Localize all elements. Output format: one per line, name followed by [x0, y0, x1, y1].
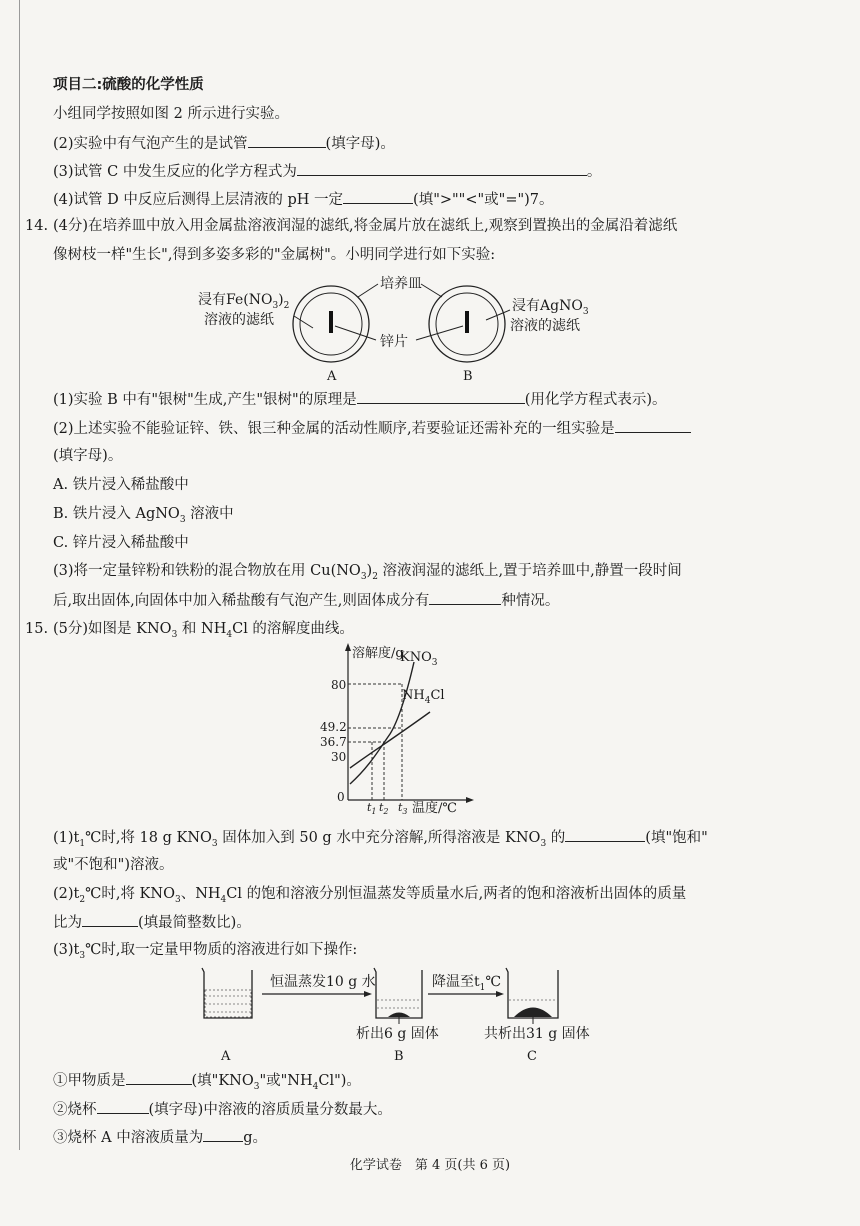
beaker-label-b: B — [394, 1049, 404, 1064]
question-line: (4)试管 D 中反应后测得上层清液的 pH 一定 (填">""<"或"=")7。 — [53, 189, 554, 210]
question-line: (2)上述实验不能验证锌、铁、银三种金属的活动性顺序,若要验证还需补充的一组实验是 — [53, 418, 691, 439]
arrow-2-head — [496, 991, 504, 997]
question-stem: (4分)在培养皿中放入用金属盐溶液润湿的滤纸,将金属片放在滤纸上,观察到置换出的金属沿着滤纸 — [53, 218, 678, 234]
kno3-curve — [350, 662, 414, 784]
question-line: (2)实验中有气泡产生的是试管 (填字母)。 — [53, 133, 395, 154]
xtick-t2: $t_2$ — [379, 801, 389, 816]
answer-blank[interactable] — [343, 189, 413, 204]
section-heading: 项目二:硫酸的化学性质 — [53, 77, 204, 93]
question-line: $(1)t_1℃$时,将 18 g $KNO_3$ 固体加入到 50 g 水中充分溶解,所得溶液是 $KNO_3$ 的 (填"饱和" — [53, 827, 708, 854]
beaker-b-note: 析出6 g 固体 — [356, 1026, 439, 1042]
question-line: 或"不饱和")溶液。 — [53, 857, 174, 873]
y-axis-label: 溶解度/g — [352, 646, 404, 661]
option-c: C. 锌片浸入稀盐酸中 — [53, 535, 189, 551]
arrow-1-head — [364, 991, 372, 997]
answer-blank[interactable] — [248, 133, 326, 148]
page-footer: 化学试卷 第 4 页(共 6 页) — [349, 1158, 511, 1173]
beaker-b — [374, 968, 422, 1018]
question-line: 后,取出固体,向固体中加入稀盐酸有气泡产生,则固体成分有 种情况。 — [53, 590, 559, 611]
left-paper-label: 浸有$Fe(NO_3)_2$ — [198, 292, 290, 311]
solution-a — [205, 990, 251, 1017]
beaker-label-c: C — [527, 1049, 537, 1064]
question-line: 比为 (填最简整数比)。 — [53, 912, 251, 933]
ytick-36: 36.7 — [320, 735, 347, 749]
question-line: $(2)t_2℃$时,将 $KNO_3$、$NH_4Cl$ 的饱和溶液分别恒温蒸发等质量水后,两者的饱和溶液析出固体的质量 — [53, 886, 687, 905]
question-line: $(3)t_3℃$时,取一定量甲物质的溶液进行如下操作: — [53, 942, 358, 961]
question-stem: 像树枝一样"生长",得到多姿多彩的"金属树"。小明同学进行如下实验: — [53, 247, 496, 263]
nh4cl-label: $NH_4Cl$ — [402, 688, 445, 706]
paragraph: 小组同学按照如图 2 所示进行实验。 — [53, 106, 289, 122]
figure-label-b: B — [463, 369, 473, 384]
beaker-a — [202, 968, 252, 1018]
nh4cl-curve — [350, 712, 430, 768]
question-line: ②烧杯 (填字母)中溶液的溶质质量分数最大。 — [53, 1099, 392, 1120]
option-b: B. 铁片浸入 AgNO$_3$ 溶液中 — [53, 506, 234, 525]
leader-line — [421, 284, 442, 297]
question-line: (填字母)。 — [53, 448, 123, 464]
right-paper-label-2: 溶液的滤纸 — [510, 318, 580, 334]
x-axis-arrow — [466, 797, 474, 803]
beaker-figure — [180, 962, 610, 1066]
beaker-label-a: A — [221, 1049, 231, 1064]
xtick-t3: $t_3$ — [398, 801, 408, 816]
left-paper-label-2: 溶液的滤纸 — [204, 312, 274, 328]
question-line: (1)实验 B 中有"银树"生成,产生"银树"的原理是 (用化学方程式表示)。 — [53, 389, 667, 410]
answer-blank[interactable] — [203, 1127, 243, 1142]
question-number: 14. — [25, 218, 49, 234]
leader-line — [335, 326, 376, 340]
petri-dish-figure — [180, 268, 610, 386]
figure-label-a: A — [327, 369, 337, 384]
right-paper-label: 浸有AgNO$_3$ — [512, 298, 589, 317]
question-line: (3)将一定量锌粉和铁粉的混合物放在用 $Cu(NO_3)_2$ 溶液润湿的滤纸上,置于培养皿中,静置一段时间 — [53, 563, 682, 582]
leader-line — [358, 284, 378, 297]
question-line: (3)试管 C 中发生反应的化学方程式为 。 — [53, 161, 601, 182]
ytick-49: 49.2 — [320, 720, 347, 734]
option-a: A. 铁片浸入稀盐酸中 — [53, 477, 189, 493]
ytick-80: 80 — [331, 678, 347, 692]
question-stem: (5分)如图是 $KNO_3$ 和 $NH_4Cl$ 的溶解度曲线。 — [53, 621, 354, 640]
answer-blank[interactable] — [297, 161, 587, 176]
answer-blank[interactable] — [615, 418, 691, 433]
zinc-strip-b — [465, 311, 469, 333]
step1-label: 恒温蒸发10 g 水 — [270, 974, 376, 990]
answer-blank[interactable] — [357, 389, 525, 404]
zinc-strip-a — [329, 311, 333, 333]
binding-margin-line — [19, 0, 20, 1150]
zinc-label: 锌片 — [380, 334, 408, 350]
question-line: ①甲物质是 (填"$KNO_3$"或"$NH_4Cl$")。 — [53, 1070, 361, 1097]
answer-blank[interactable] — [97, 1099, 149, 1114]
answer-blank[interactable] — [565, 827, 645, 842]
ytick-30: 30 — [331, 750, 347, 764]
dish-label: 培养皿 — [380, 276, 422, 292]
question-number: 15. — [25, 621, 49, 637]
step2-label: 降温至$t_1℃$ — [432, 974, 502, 993]
xtick-t1: $t_1$ — [367, 801, 377, 816]
answer-blank[interactable] — [429, 590, 501, 605]
kno3-label: $KNO_3$ — [400, 650, 438, 668]
question-line: ③烧杯 A 中溶液质量为 g。 — [53, 1127, 267, 1148]
x-axis-label: 温度/℃ — [412, 801, 457, 816]
answer-blank[interactable] — [82, 912, 138, 927]
solubility-chart — [318, 640, 488, 818]
origin-label: 0 — [337, 790, 345, 804]
beaker-c-note: 共析出31 g 固体 — [484, 1026, 590, 1042]
y-axis-arrow — [345, 643, 351, 651]
leader-line — [294, 316, 313, 328]
answer-blank[interactable] — [126, 1070, 192, 1085]
